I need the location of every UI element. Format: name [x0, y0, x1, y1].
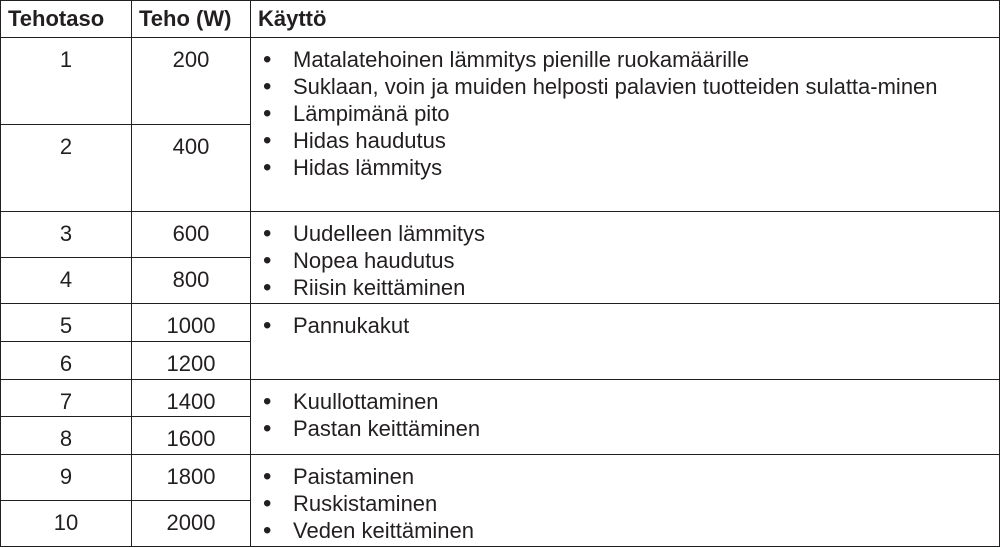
power-cell: 1000	[132, 304, 251, 342]
level-cell: 5	[1, 304, 132, 342]
usage-cell	[251, 380, 1000, 455]
level-cell: 9	[1, 455, 132, 501]
usage-item: • Matalatehoinen lämmitys pienille ruokamäärille	[263, 46, 985, 73]
level-cell: 7	[1, 380, 132, 417]
table-row	[1, 38, 1000, 125]
usage-item: • Pannukakut	[263, 312, 985, 339]
usage-item: • Nopea haudutus	[263, 247, 985, 274]
level-cell: 1	[1, 38, 132, 125]
level-cell: 6	[1, 342, 132, 380]
usage-item: • Ruskistaminen	[263, 490, 985, 517]
table-row	[1, 380, 1000, 417]
header-level: Tehotaso	[1, 1, 132, 38]
header-usage: Käyttö	[251, 1, 1000, 38]
usage-item: • Veden keittäminen	[263, 517, 985, 544]
usage-list	[263, 312, 985, 339]
usage-item: • Riisin keittäminen	[263, 274, 985, 301]
usage-item: • Lämpimänä pito	[263, 100, 985, 127]
level-cell: 2	[1, 125, 132, 212]
power-cell: 1600	[132, 417, 251, 455]
level-cell: 8	[1, 417, 132, 455]
usage-list	[263, 220, 985, 301]
usage-cell	[251, 212, 1000, 304]
usage-item: • Kuullottaminen	[263, 388, 985, 415]
usage-list	[263, 463, 985, 544]
table-row	[1, 455, 1000, 501]
power-cell: 600	[132, 212, 251, 258]
power-cell: 1200	[132, 342, 251, 380]
table-header-row	[1, 1, 1000, 38]
usage-cell	[251, 304, 1000, 380]
power-cell: 800	[132, 258, 251, 304]
power-cell: 200	[132, 38, 251, 125]
usage-cell	[251, 38, 1000, 212]
usage-item: • Paistaminen	[263, 463, 985, 490]
power-cell: 400	[132, 125, 251, 212]
level-cell: 10	[1, 501, 132, 547]
header-power: Teho (W)	[132, 1, 251, 38]
usage-item: • Hidas lämmitys	[263, 154, 985, 181]
usage-item: • Pastan keittäminen	[263, 415, 985, 442]
power-cell: 2000	[132, 501, 251, 547]
level-cell: 3	[1, 212, 132, 258]
usage-list	[263, 46, 985, 181]
usage-list	[263, 388, 985, 442]
usage-item: • Uudelleen lämmitys	[263, 220, 985, 247]
level-cell: 4	[1, 258, 132, 304]
power-cell: 1800	[132, 455, 251, 501]
usage-item: • Suklaan, voin ja muiden helposti palavien tuotteiden sulatta-minen	[263, 73, 985, 100]
usage-cell	[251, 455, 1000, 547]
usage-item: • Hidas haudutus	[263, 127, 985, 154]
table-row	[1, 212, 1000, 258]
power-cell: 1400	[132, 380, 251, 417]
table-row	[1, 304, 1000, 342]
